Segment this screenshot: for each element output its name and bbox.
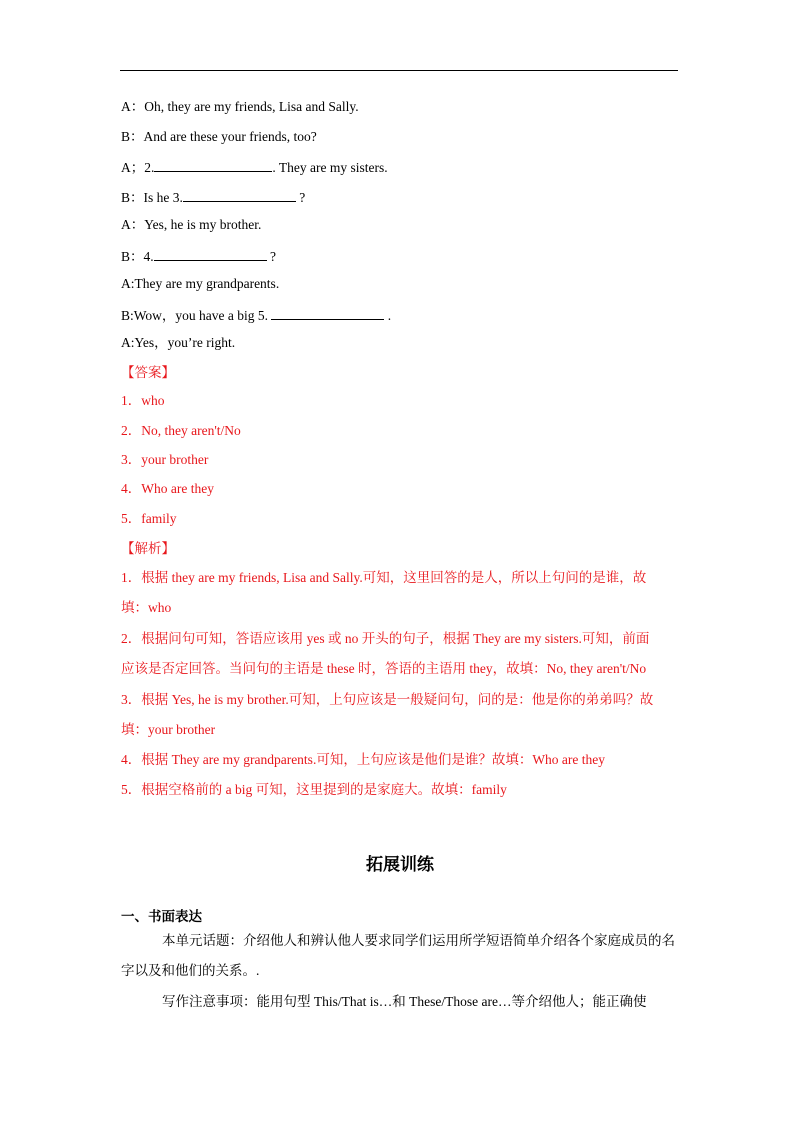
blank-number: 2. bbox=[144, 160, 155, 175]
answer-item: 1．who bbox=[121, 393, 165, 408]
blank-number: 3. bbox=[172, 190, 183, 205]
answer-item: 5．family bbox=[121, 511, 177, 526]
dialogue-line-9 bbox=[121, 334, 235, 352]
dialogue-text: Is he bbox=[143, 190, 173, 205]
analysis-line: 填：who bbox=[121, 600, 172, 615]
analysis-line: 5．根据空格前的 a big 可知，这里提到的是家庭大。故填：family bbox=[121, 782, 507, 797]
dialogue-line-6 bbox=[121, 246, 276, 266]
blank-number: 4. bbox=[143, 249, 154, 264]
speaker-label: A： bbox=[121, 217, 145, 232]
dialogue-text: Oh, they are my friends, Lisa and Sally. bbox=[144, 99, 359, 114]
speaker-label: A: bbox=[121, 276, 135, 291]
dialogue-text: They are my grandparents. bbox=[134, 276, 280, 291]
dialogue-text: . bbox=[384, 308, 392, 323]
section-heading: 拓展训练 bbox=[366, 855, 434, 875]
dialogue-line-3 bbox=[121, 157, 388, 177]
dialogue-line-4 bbox=[121, 187, 305, 207]
speaker-label: A: bbox=[121, 335, 135, 350]
subsection-heading: 一、书面表达 bbox=[121, 909, 202, 925]
dialogue-line-5 bbox=[121, 216, 261, 234]
answer-item: 3．your brother bbox=[121, 452, 209, 467]
answer-item: 4．Who are they bbox=[121, 481, 214, 496]
body-paragraph: 本单元话题：介绍他人和辨认他人要求同学们运用所学短语简单介绍各个家庭成员的名字以及和他们的关系。. bbox=[121, 933, 675, 978]
answer-heading: 【答案】 bbox=[121, 365, 175, 380]
dialogue-text: Yes，you’re right. bbox=[134, 335, 236, 350]
dialogue-text: And are these your friends, too? bbox=[143, 129, 317, 144]
analysis-line: 填：your brother bbox=[121, 722, 216, 737]
analysis-line: 2．根据问句可知，答语应该用 yes 或 no 开头的句子，根据 They are my sisters.可知，前面 bbox=[121, 631, 650, 646]
analysis-line: 4．根据 They are my grandparents.可知，上句应该是他们是谁？故填：Who are they bbox=[121, 752, 606, 767]
analysis-line: 3．根据 Yes, he is my brother.可知，上句应该是一般疑问句，问的是：他是你的弟弟吗？故 bbox=[121, 692, 654, 707]
speaker-label: B: bbox=[121, 308, 134, 323]
speaker-label: A： bbox=[121, 99, 145, 114]
speaker-label: B： bbox=[121, 190, 144, 205]
analysis-heading: 【解析】 bbox=[121, 541, 175, 556]
header-rule bbox=[120, 70, 678, 71]
answer-blank-3[interactable] bbox=[183, 187, 296, 202]
dialogue-line-7 bbox=[121, 275, 279, 293]
analysis-line: 1．根据 they are my friends, Lisa and Sally.可知，这里回答的是人，所以上句问的是谁，故 bbox=[121, 570, 647, 585]
answer-blank-2[interactable] bbox=[154, 157, 272, 172]
speaker-label: A； bbox=[121, 160, 145, 175]
body-paragraph: 写作注意事项：能用句型 This/That is…和 These/Those are…等介绍他人；能正确使 bbox=[162, 994, 647, 1009]
blank-number: 5. bbox=[257, 308, 269, 323]
dialogue-text: Yes, he is my brother. bbox=[144, 217, 262, 232]
dialogue-text: Wow，you have a big bbox=[133, 308, 258, 323]
dialogue-text: . They are my sisters. bbox=[272, 160, 388, 175]
dialogue-line-8 bbox=[121, 305, 391, 325]
answer-blank-4[interactable] bbox=[154, 246, 267, 261]
dialogue-text: ? bbox=[266, 249, 277, 264]
answer-item: 2．No, they aren't/No bbox=[121, 423, 241, 438]
answer-blank-5[interactable] bbox=[271, 305, 384, 320]
analysis-line: 应该是否定回答。当问句的主语是 these 时，答语的主语用 they，故填：No, they aren't/No bbox=[121, 661, 647, 676]
speaker-label: B： bbox=[121, 129, 144, 144]
dialogue-line-2 bbox=[121, 128, 317, 146]
dialogue-line-1 bbox=[121, 98, 359, 116]
speaker-label: B： bbox=[121, 249, 144, 264]
dialogue-text: ? bbox=[295, 190, 306, 205]
